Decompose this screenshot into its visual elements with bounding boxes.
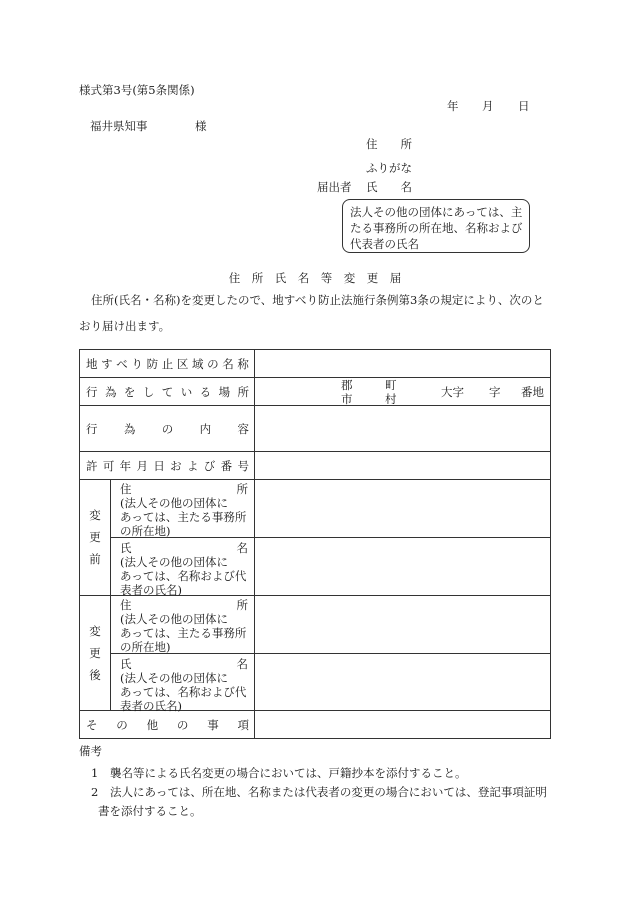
after-address-note: (法人その他の団体に [120,612,228,626]
before-name-note: あっては、名称および代 [120,569,247,583]
before-name-head: 氏 名 [120,541,248,555]
body-text-line: 住所(氏名・名称)を変更したので、地すべり防止法施行条例第3条の規定により、次のと [91,293,544,307]
before-address-note: あっては、主たる事務所 [120,510,247,524]
after-address-note: あっては、主たる事務所 [120,626,247,640]
after-name-note: (法人その他の団体に [120,671,228,685]
applicant-name-label: 氏 名 [366,180,412,194]
body-text-line: おり届け出ます。 [79,319,171,333]
permit-date-number-label: 許 可 年 月 日 お よ び 番 号 [86,459,249,473]
applicant-furigana-label: ふりがな [366,161,412,175]
remark-number: 2 [91,785,99,799]
before-address-note: の所在地) [120,524,171,538]
before-name-note: 表者の氏名) [120,583,182,597]
location-mura: 村 [385,392,397,406]
remark-number: 1 [91,766,99,780]
after-name-note: あっては、名称および代 [120,685,247,699]
applicant-filer-label: 届出者 [317,180,352,194]
change-details-table [79,349,551,739]
addressee-honorific: 様 [195,119,207,133]
form-title: 住 所 氏 名 等 変 更 届 [228,271,402,285]
slide-zone-name-label: 地 す べ り 防 止 区 域 の 名 称 [86,357,249,371]
remark-text-continued: 書を添付すること。 [98,804,202,818]
remark-text: 法人にあっては、所在地、名称または代表者の変更の場合においては、登記事項証明 [110,785,547,799]
date-year: 年 [447,99,459,113]
after-address-note: の所在地) [120,640,171,654]
activity-content-label: 行 為 の 内 容 [86,422,249,436]
after-address-head: 住 所 [120,598,248,612]
applicant-address-label: 住 所 [366,137,412,151]
after-name-note: 表者の氏名) [120,699,182,713]
other-matters-label: そ の 他 の 事 項 [86,718,249,732]
before-change-label: 変 更 前 [89,508,101,566]
applicant-note-line: 法人その他の団体にあっては、主 [350,205,523,219]
after-change-label: 変 更 後 [89,624,101,682]
applicant-note-line: たる事務所の所在地、名称および [350,221,523,235]
location-gun: 郡 [341,378,353,392]
form-number: 様式第3号(第5条関係) [79,83,195,97]
location-oaza: 大字 [441,385,464,399]
before-address-head: 住 所 [120,482,248,496]
date-month: 月 [482,99,494,113]
before-name-note: (法人その他の団体に [120,555,228,569]
location-banchi: 番地 [521,385,544,399]
date-day: 日 [518,99,530,113]
applicant-note-line: 代表者の氏名 [350,237,419,251]
remark-text: 襲名等による氏名変更の場合においては、戸籍抄本を添付すること。 [110,766,467,780]
remarks-heading: 備考 [79,744,102,758]
activity-location-label: 行 為 を し て い る 場 所 [86,385,249,399]
before-address-note: (法人その他の団体に [120,496,228,510]
location-aza: 字 [489,385,501,399]
after-name-head: 氏 名 [120,657,248,671]
addressee-name: 福井県知事 [90,119,148,133]
location-machi: 町 [385,378,397,392]
location-shi: 市 [341,392,353,406]
